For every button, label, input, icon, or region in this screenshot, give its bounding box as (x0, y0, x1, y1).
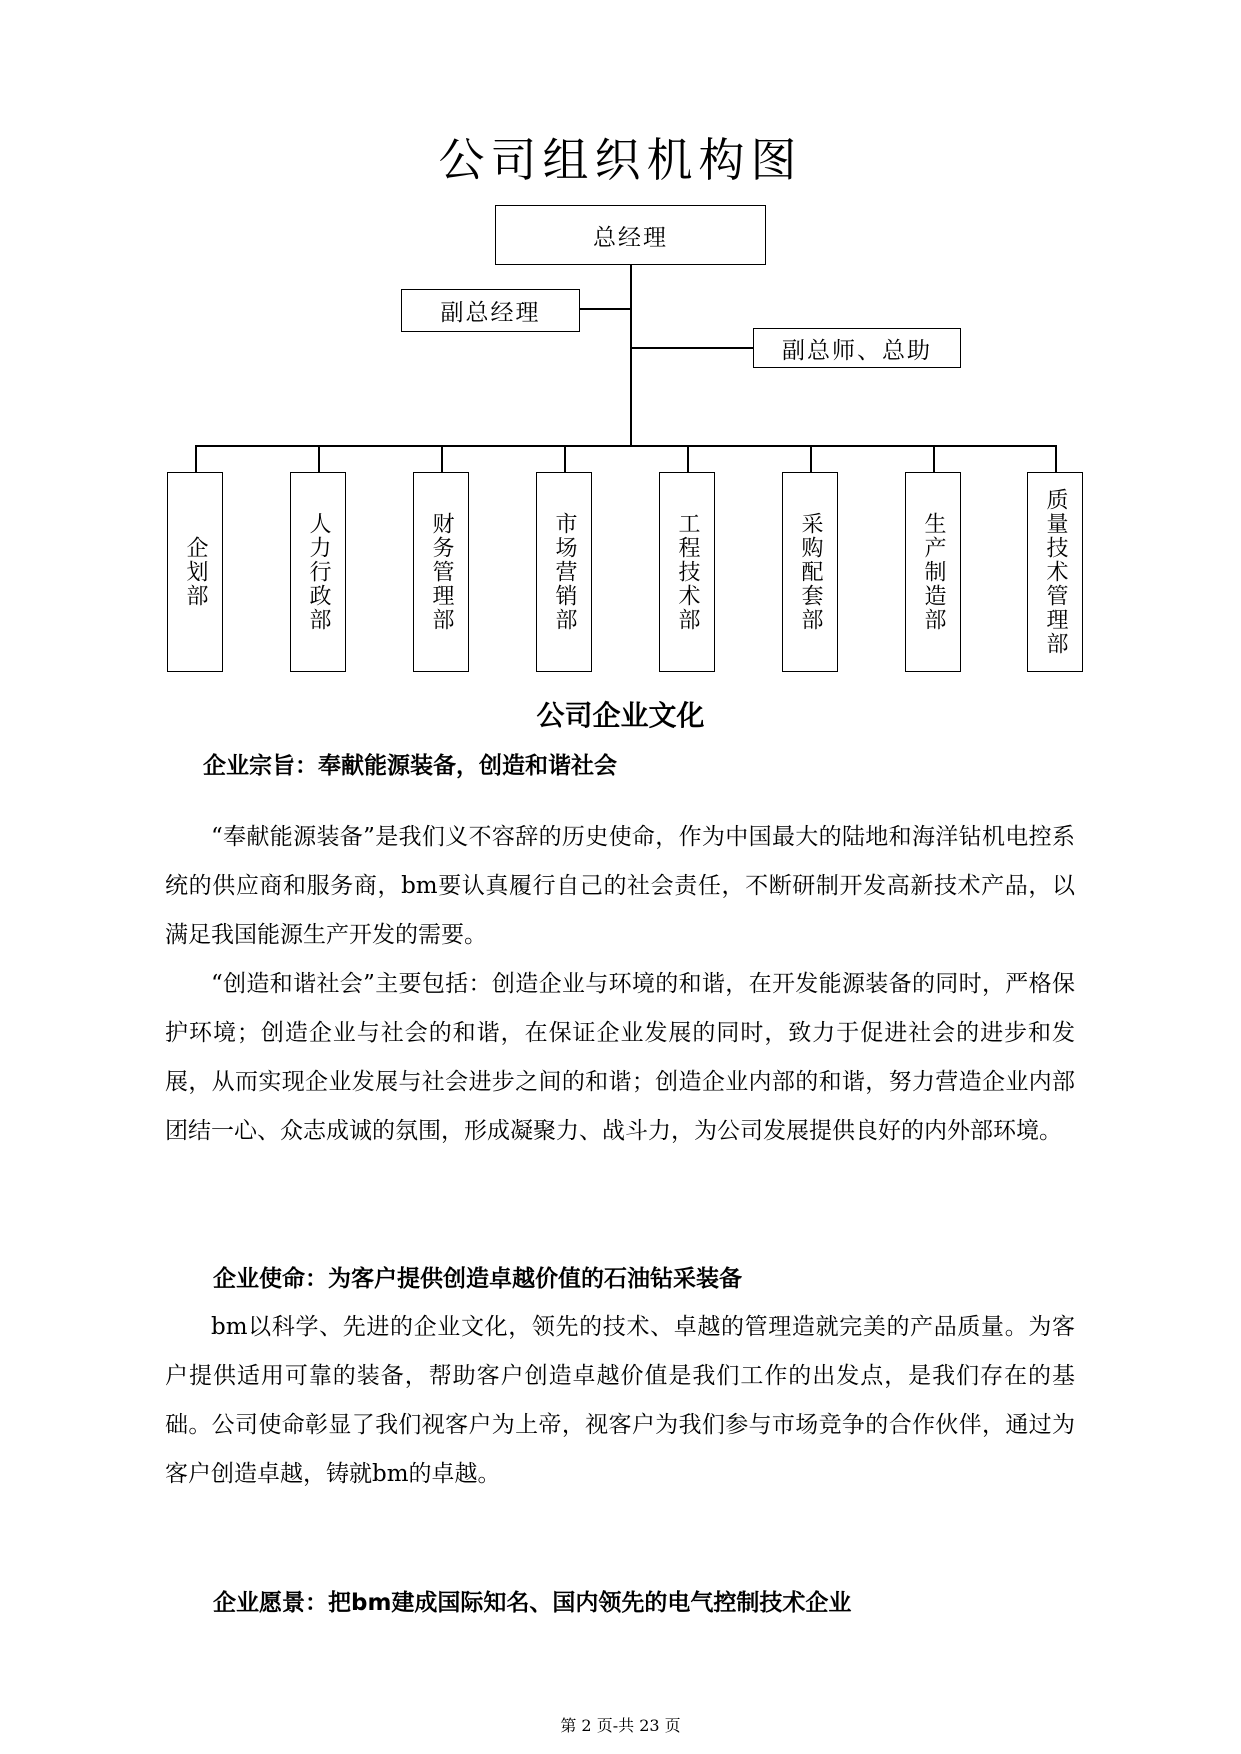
department-label: 生产制造部 (921, 512, 946, 632)
connector-dept-1 (195, 445, 197, 473)
department-label: 采购配套部 (798, 512, 823, 632)
department-label: 财务管理部 (429, 512, 454, 632)
purpose-paragraph: “创造和谐社会”主要包括：创造企业与环境的和谐，在开发能源装备的同时，严格保护环境；创造企业与社会的和谐，在保证企业发展的同时，致力于促进社会的进步和发展，从而实现企业发展与社会进步之间的和谐；创造企业内部的和谐，努力营造企业内部团结一心、众志成诚的氛围，形成凝聚力、战斗力，为公司发展提供良好的内外部环境。 (165, 971, 1075, 1144)
page-footer: 第 2 页-共 23 页 (560, 1716, 681, 1735)
vision-heading: 企业愿景：把bm建成国际知名、国内领先的电气控制技术企业 (213, 1590, 852, 1616)
connector-deputy-gm (579, 308, 631, 310)
assistant-label: 副总师、总助 (782, 337, 932, 364)
department-label: 人力行政部 (306, 512, 331, 632)
department-box (1027, 472, 1083, 672)
culture-title: 公司企业文化 (536, 699, 705, 732)
mission-paragraph: bm以科学、先进的企业文化，领先的技术、卓越的管理造就完美的产品质量。为客户提供适用可靠的装备，帮助客户创造卓越价值是我们工作的出发点，是我们存在的基础。公司使命彰显了我们视客户为上帝，视客户为我们参与市场竞争的合作伙伴，通过为客户创造卓越，铸就bm的卓越。 (165, 1314, 1075, 1487)
connector-dept-5 (687, 445, 689, 473)
connector-dept-6 (810, 445, 812, 473)
connector-main-vertical (630, 264, 632, 446)
connector-dept-horizontal (195, 445, 1055, 447)
assistant-box (753, 328, 961, 368)
department-box (536, 472, 592, 672)
department-label: 质量技术管理部 (1043, 488, 1068, 656)
department-label: 市场营销部 (552, 512, 577, 632)
general-manager-label: 总经理 (593, 224, 668, 251)
department-box (290, 472, 346, 672)
connector-dept-7 (933, 445, 935, 473)
purpose-paragraph: “奉献能源装备”是我们义不容辞的历史使命，作为中国最大的陆地和海洋钻机电控系统的供应商和服务商，bm要认真履行自己的社会责任，不断研制开发高新技术产品，以满足我国能源生产开发的需要。 (165, 824, 1075, 948)
connector-dept-3 (441, 445, 443, 473)
deputy-gm-box (401, 289, 580, 332)
deputy-gm-label: 副总经理 (440, 300, 541, 326)
connector-dept-8 (1055, 445, 1057, 473)
department-box (413, 472, 469, 672)
department-box (905, 472, 961, 672)
connector-dept-2 (318, 445, 320, 473)
general-manager-box (495, 205, 766, 265)
department-box (782, 472, 838, 672)
department-label: 企划部 (183, 536, 208, 608)
department-box (659, 472, 715, 672)
connector-assistant (631, 347, 754, 349)
department-label: 工程技术部 (675, 512, 700, 632)
mission-heading: 企业使命：为客户提供创造卓越价值的石油钻采装备 (213, 1266, 742, 1292)
org-chart-title: 公司组织机构图 (438, 133, 803, 187)
department-box (167, 472, 223, 672)
purpose-heading: 企业宗旨：奉献能源装备，创造和谐社会 (203, 753, 617, 779)
connector-dept-4 (564, 445, 566, 473)
